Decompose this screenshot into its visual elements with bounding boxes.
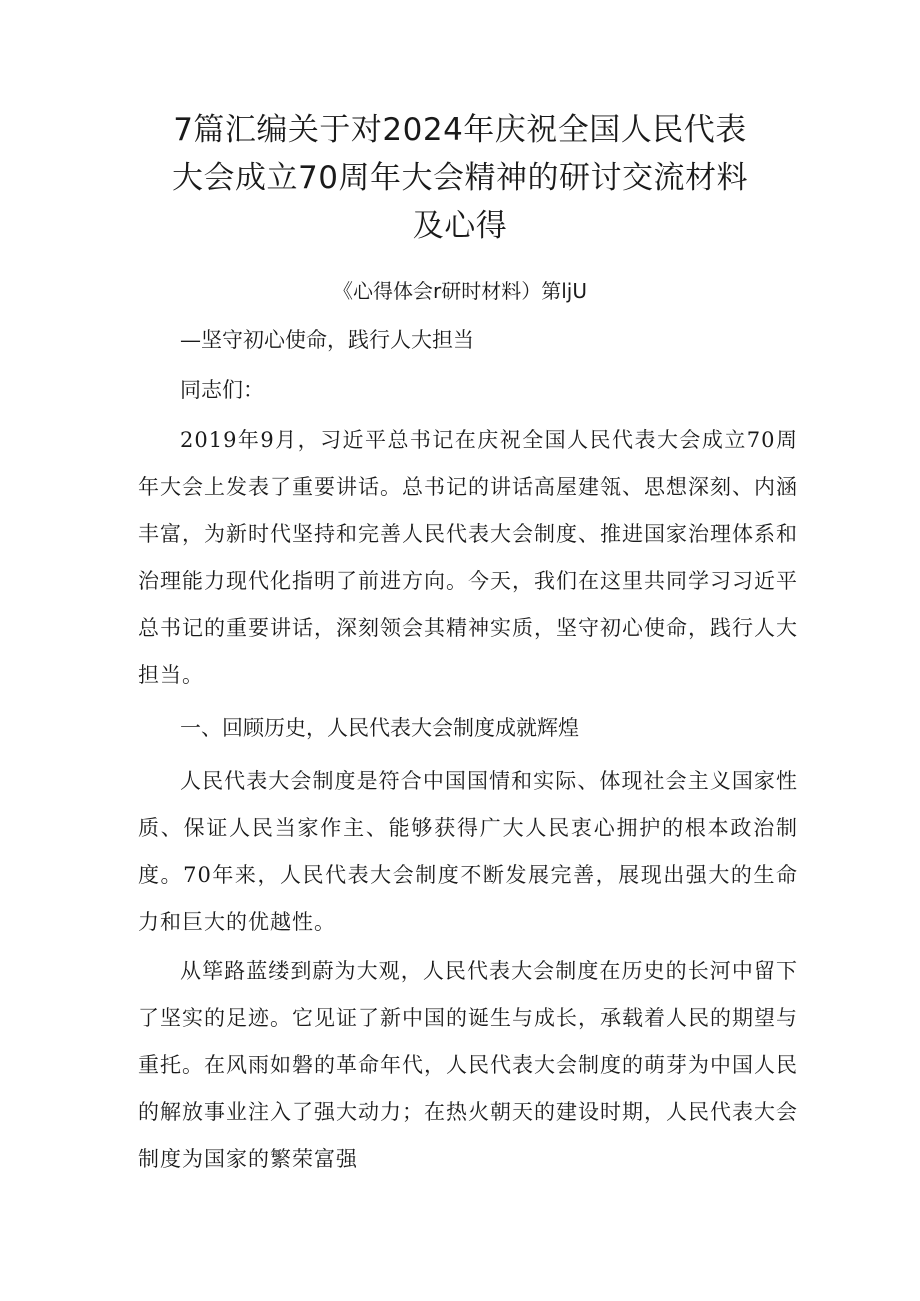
document-subtitle: 《心得体会r研时材料）第ljU	[333, 279, 587, 303]
body-paragraph-3: 从筚路蓝缕到蔚为大观，人民代表大会制度在历史的长河中留下了坚实的足迹。它见证了新中国的诞生与成长，承载着人民的期望与重托。在风雨如磐的革命年代，人民代表大会制度的萌芽为中国人民的解放事业注入了强大动力；在热火朝天的建设时期，人民代表大会制度为国家的繁荣富强	[138, 959, 798, 1171]
title-line-1: 7篇汇编关于对2024年庆祝全国人民代表	[173, 112, 747, 148]
title-line-2: 大会成立70周年大会精神的研讨交流材料	[172, 160, 748, 196]
body-paragraph-2: 人民代表大会制度是符合中国国情和实际、体现社会主义国家性质、保证人民当家作主、能够获得广大人民衷心拥护的根本政治制度。70年来，人民代表大会制度不断发展完善，展现出强大的生命力和巨大的优越性。	[138, 769, 798, 934]
lead-line: —坚守初心使命，践行人大担当	[180, 328, 474, 352]
title-line-3: 及心得	[412, 208, 508, 244]
salutation: 同志们：	[180, 378, 264, 402]
section-heading: 一、回顾历史，人民代表大会制度成就辉煌	[180, 716, 579, 740]
document-title	[100, 106, 820, 250]
body-paragraph-1: 2019年9月，习近平总书记在庆祝全国人民代表大会成立70周年大会上发表了重要讲话。总书记的讲话高屋建瓴、思想深刻、内涵丰富，为新时代坚持和完善人民代表大会制度、推进国家治理体系和治理能力现代化指明了前进方向。今天，我们在这里共同学习习近平总书记的重要讲话，深刻领会其精神实质，坚守初心使命，践行人大担当。	[138, 428, 798, 687]
